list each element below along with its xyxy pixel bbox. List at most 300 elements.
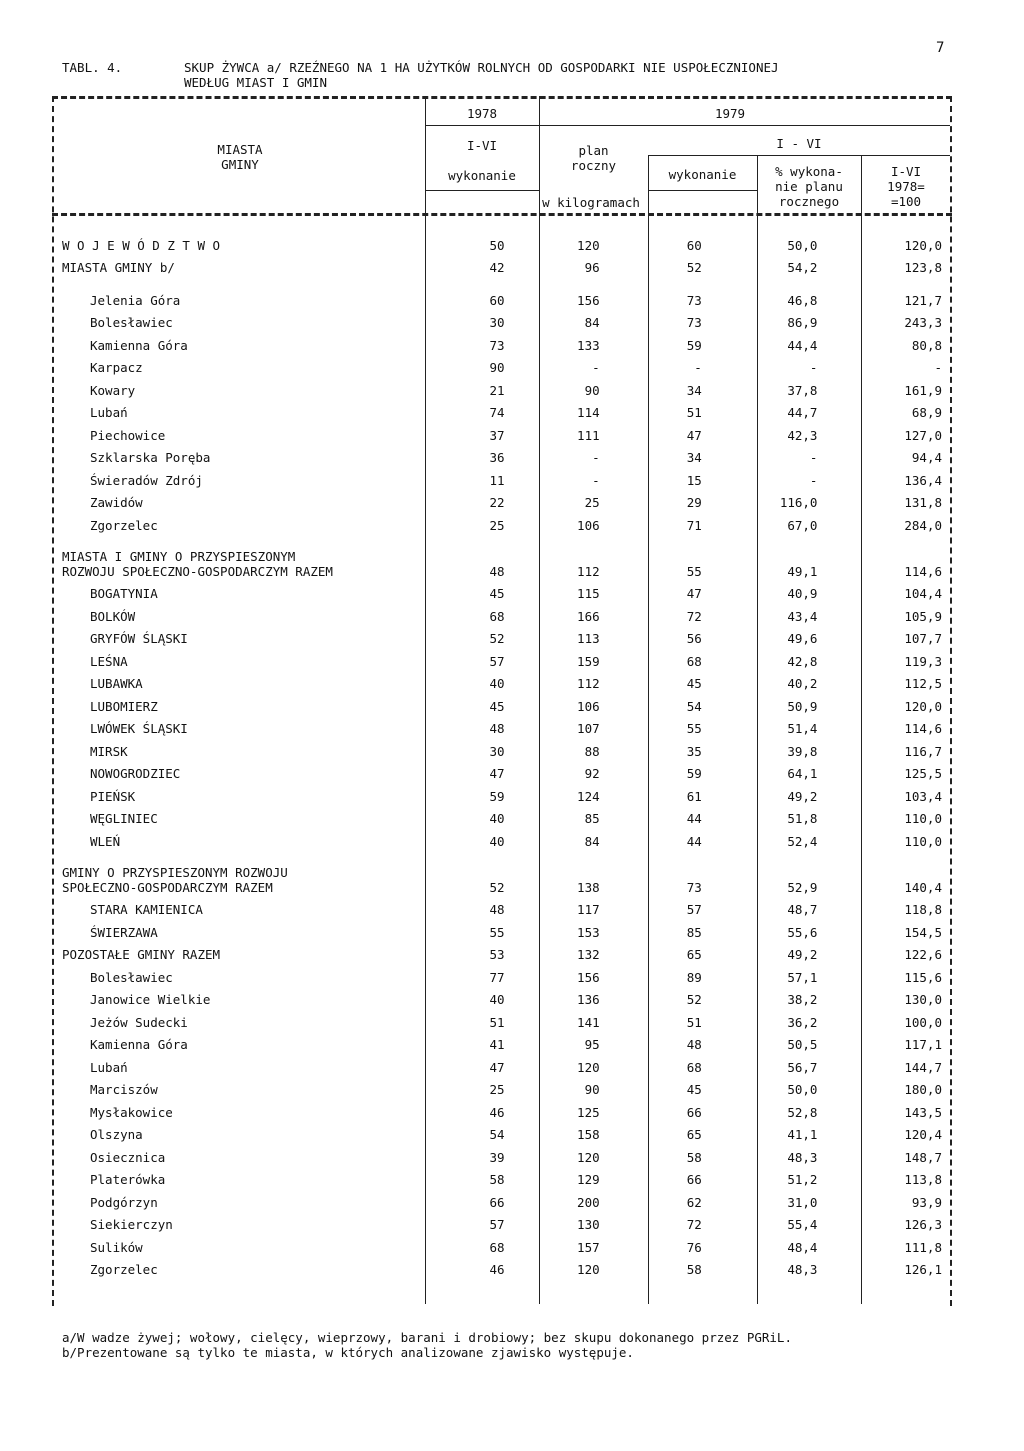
row-value-c4: 50,0 <box>787 237 818 253</box>
row-label: GRYFÓW ŚLĄSKI <box>90 631 188 646</box>
row-value-c3: 68 <box>686 653 702 669</box>
row-value-c2: 111 <box>577 427 600 443</box>
row-value-c1: 48 <box>489 563 505 579</box>
row-value-c2: 153 <box>577 924 600 940</box>
row-value-c4: 54,2 <box>787 260 818 275</box>
row-value-c2: 106 <box>577 517 600 533</box>
row-label: Kamienna Góra <box>90 1037 188 1052</box>
row-value-c5: 127,0 <box>904 427 942 443</box>
row-value-c2: 132 <box>577 947 600 962</box>
row-value-c4: 42,8 <box>787 653 818 669</box>
title-line-2: WEDŁUG MIAST I GMIN <box>184 75 327 90</box>
table-row <box>62 1052 942 1075</box>
table-row <box>62 1232 942 1255</box>
row-value-c4: 51,4 <box>787 721 818 736</box>
table-title <box>184 60 944 90</box>
row-value-c4: 48,3 <box>787 1262 818 1277</box>
row-value-c4: 56,7 <box>787 1059 818 1075</box>
header-wykonanie-1978: wykonanie <box>448 168 516 183</box>
header-plan: plan roczny <box>570 143 617 173</box>
row-value-c5: 180,0 <box>904 1082 942 1097</box>
row-value-c3: 66 <box>686 1104 702 1120</box>
row-label: Zgorzelec <box>90 1262 158 1277</box>
row-value-c2: 133 <box>577 337 600 353</box>
table-row <box>62 895 942 918</box>
row-value-c1: 57 <box>489 1217 505 1232</box>
row-value-c3: 47 <box>686 586 702 601</box>
table-row <box>62 691 942 714</box>
row-value-c5: 143,5 <box>904 1104 942 1120</box>
row-value-c3: 29 <box>686 495 702 510</box>
row-value-c2: 85 <box>584 811 600 826</box>
row-value-c4: 41,1 <box>787 1127 818 1142</box>
row-value-c1: 50 <box>489 237 505 253</box>
row-value-c5: 110,0 <box>904 833 942 849</box>
row-value-c5: 93,9 <box>911 1194 942 1210</box>
row-value-c2: 124 <box>577 788 600 804</box>
row-value-c5: 121,7 <box>904 292 942 308</box>
row-value-c1: 68 <box>489 1239 505 1255</box>
row-label: Kamienna Góra <box>90 337 188 353</box>
row-value-c2: - <box>592 472 600 488</box>
row-value-c2: 112 <box>577 676 600 691</box>
row-value-c3: 56 <box>686 631 702 646</box>
row-value-c3: 54 <box>686 698 702 714</box>
row-label: Janowice Wielkie <box>90 992 211 1007</box>
table-row <box>62 1097 942 1120</box>
table-row <box>62 1007 942 1030</box>
row-value-c1: 42 <box>489 260 505 275</box>
footnote-a: a/W wadze żywej; wołowy, cielęcy, wieprzowy, barani i drobiowy; bez skupu dokonanego przez PGRiL. <box>62 1330 792 1345</box>
row-value-c1: 54 <box>489 1127 505 1142</box>
header-index: I-VI 1978= =100 <box>887 164 925 209</box>
row-value-c4: 52,9 <box>787 879 818 895</box>
row-value-c1: 53 <box>489 947 505 962</box>
row-label: Bolesławiec <box>90 969 173 985</box>
row-value-c5: 130,0 <box>904 992 942 1007</box>
row-value-c4: 36,2 <box>787 1014 818 1030</box>
row-value-c3: 44 <box>686 833 702 849</box>
table-row <box>62 375 942 398</box>
row-value-c2: 120 <box>577 237 600 253</box>
row-value-c5: 105,9 <box>904 608 942 624</box>
row-value-c2: 95 <box>584 1037 600 1052</box>
row-label: MIRSK <box>90 743 128 759</box>
row-value-c1: 25 <box>489 517 505 533</box>
row-value-c1: 48 <box>489 902 505 917</box>
row-value-c4: 116,0 <box>779 495 818 510</box>
row-value-c2: 129 <box>577 1172 600 1187</box>
row-value-c1: 30 <box>489 315 505 330</box>
row-value-c1: 74 <box>489 405 505 420</box>
row-value-c5: 110,0 <box>904 811 942 826</box>
title-line-1: SKUP ŻYWCA a/ RZEŹNEGO NA 1 HA UŻYTKÓW ROLNYCH OD GOSPODARKI NIE USPOŁECZNIONEJ <box>184 60 779 75</box>
row-value-c3: 52 <box>686 992 702 1007</box>
row-value-c1: 36 <box>489 450 505 465</box>
row-value-c5: 114,6 <box>904 563 942 579</box>
row-value-c1: 52 <box>489 879 505 895</box>
row-value-c4: 52,8 <box>787 1104 818 1120</box>
row-value-c4: 50,0 <box>787 1082 818 1097</box>
table-row <box>62 714 942 737</box>
table-row <box>62 859 942 895</box>
row-value-c5: 115,6 <box>904 969 942 985</box>
row-value-c2: 106 <box>577 698 600 714</box>
row-value-c1: 46 <box>489 1104 505 1120</box>
row-value-c1: 57 <box>489 653 505 669</box>
row-value-c5: 140,4 <box>904 879 942 895</box>
row-value-c1: 51 <box>489 1014 505 1030</box>
row-label: MIASTA GMINY b/ <box>62 260 175 275</box>
table-row <box>62 669 942 692</box>
row-value-c3: 71 <box>686 517 702 533</box>
row-value-c5: 107,7 <box>904 631 942 646</box>
row-label: Jeżów Sudecki <box>90 1014 188 1030</box>
table-row <box>62 488 942 511</box>
row-value-c4: 48,7 <box>787 902 818 917</box>
header-wykonanie-1979: wykonanie <box>668 167 737 182</box>
row-value-c2: 156 <box>577 969 600 985</box>
table-row <box>62 985 942 1008</box>
row-value-c5: 94,4 <box>911 450 942 465</box>
table-row <box>62 1142 942 1165</box>
row-value-c3: 76 <box>686 1239 702 1255</box>
table-row <box>62 962 942 985</box>
table-row <box>62 1210 942 1233</box>
row-value-c4: 86,9 <box>787 315 818 330</box>
row-value-c4: 42,3 <box>787 427 818 443</box>
row-label: WĘGLINIEC <box>90 811 158 826</box>
row-value-c1: 22 <box>489 495 505 510</box>
header-i-vi-1978: I-VI <box>466 138 498 153</box>
row-label: NOWOGRODZIEC <box>90 766 181 781</box>
row-value-c1: 47 <box>489 1059 505 1075</box>
footnotes <box>62 1330 792 1360</box>
row-value-c5: 119,3 <box>904 653 942 669</box>
row-value-c5: 114,6 <box>904 721 942 736</box>
row-value-c4: 51,8 <box>787 811 818 826</box>
row-value-c5: - <box>934 360 942 375</box>
row-label: Bolesławiec <box>90 315 173 330</box>
row-value-c3: 45 <box>686 676 702 691</box>
row-value-c5: 126,3 <box>904 1217 942 1232</box>
row-label: Podgórzyn <box>90 1194 158 1210</box>
row-value-c3: 58 <box>686 1262 702 1277</box>
row-value-c5: 122,6 <box>904 947 942 962</box>
row-value-c1: 21 <box>489 382 505 398</box>
page-number: 7 <box>936 40 945 56</box>
table-row <box>62 443 942 466</box>
row-label: LUBOMIERZ <box>90 698 158 714</box>
row-label: STARA KAMIENICA <box>90 902 203 917</box>
table-row <box>62 624 942 647</box>
row-value-c1: 40 <box>489 676 505 691</box>
row-label: BOLKÓW <box>90 608 136 624</box>
table-row <box>62 579 942 602</box>
row-label: Olszyna <box>90 1127 143 1142</box>
row-value-c3: 89 <box>686 969 702 985</box>
row-value-c5: 116,7 <box>904 743 942 759</box>
row-value-c2: 114 <box>577 405 600 420</box>
row-value-c4: 50,9 <box>787 698 818 714</box>
table-row <box>62 1030 942 1053</box>
row-label: Mysłakowice <box>90 1104 173 1120</box>
row-value-c5: 284,0 <box>904 517 942 533</box>
row-value-c5: 68,9 <box>911 405 942 420</box>
row-value-c5: 126,1 <box>904 1262 942 1277</box>
row-label: Karpacz <box>90 360 143 375</box>
row-value-c5: 120,0 <box>904 698 942 714</box>
header-bottom-rule <box>52 213 952 216</box>
row-label: PIEŃSK <box>90 788 136 804</box>
row-value-c3: 73 <box>686 292 702 308</box>
row-label: Marciszów <box>90 1082 158 1097</box>
row-label: Osiecznica <box>90 1149 166 1165</box>
row-value-c2: 25 <box>584 495 600 510</box>
row-value-c1: 40 <box>489 811 505 826</box>
row-value-c2: 138 <box>577 879 600 895</box>
row-value-c3: 58 <box>686 1149 702 1165</box>
row-value-c1: 39 <box>489 1149 505 1165</box>
row-label: W O J E W Ó D Z T W O <box>62 237 221 253</box>
row-value-c4: 57,1 <box>787 969 818 985</box>
row-value-c2: - <box>592 360 600 375</box>
row-value-c1: 25 <box>489 1082 505 1097</box>
row-value-c1: 40 <box>489 833 505 849</box>
row-value-c4: 49,2 <box>787 947 818 962</box>
row-value-c1: 77 <box>489 969 505 985</box>
row-value-c2: 200 <box>577 1194 600 1210</box>
row-value-c5: 104,4 <box>904 586 942 601</box>
row-value-c3: 34 <box>686 382 702 398</box>
row-value-c2: 120 <box>577 1262 600 1277</box>
row-label: Siekierczyn <box>90 1217 173 1232</box>
row-label: Kowary <box>90 382 136 398</box>
row-label: Zawidów <box>90 495 143 510</box>
row-value-c4: 40,9 <box>787 586 818 601</box>
table-row <box>62 353 942 376</box>
row-value-c3: 73 <box>686 315 702 330</box>
table-row <box>62 736 942 759</box>
row-value-c3: 51 <box>686 1014 702 1030</box>
row-label: Świeradów Zdrój <box>90 472 203 488</box>
row-label: WLEŃ <box>90 833 121 849</box>
row-value-c2: 166 <box>577 608 600 624</box>
row-label: Sulików <box>90 1239 143 1255</box>
row-value-c3: 34 <box>686 450 702 465</box>
row-value-c4: 50,5 <box>787 1037 818 1052</box>
row-value-c3: 15 <box>686 472 702 488</box>
row-value-c1: 55 <box>489 924 505 940</box>
spacer-row <box>62 275 942 285</box>
row-label: Platerówka <box>90 1172 166 1187</box>
row-value-c4: - <box>809 450 818 465</box>
row-value-c2: 112 <box>577 563 600 579</box>
table-row <box>62 308 942 331</box>
row-value-c3: - <box>694 360 702 375</box>
row-value-c4: 37,8 <box>787 382 818 398</box>
row-value-c3: 52 <box>686 260 702 275</box>
table-row <box>62 940 942 963</box>
row-value-c1: 41 <box>489 1037 505 1052</box>
table-row <box>62 759 942 782</box>
row-value-c1: 60 <box>489 292 505 308</box>
row-value-c3: 60 <box>686 237 702 253</box>
row-value-c5: 154,5 <box>904 924 942 940</box>
row-value-c1: 52 <box>489 631 505 646</box>
row-value-c2: 117 <box>577 902 600 917</box>
data-table <box>62 230 942 1277</box>
row-value-c2: 84 <box>584 833 600 849</box>
header-unit: w kilogramach <box>542 195 640 210</box>
row-value-c2: 141 <box>577 1014 600 1030</box>
row-value-c3: 51 <box>686 405 702 420</box>
row-value-c4: 64,1 <box>787 766 818 781</box>
spacer-row <box>62 533 942 543</box>
row-label: LEŚNA <box>90 653 128 669</box>
row-value-c2: 136 <box>577 992 600 1007</box>
row-value-c1: 40 <box>489 992 505 1007</box>
table-row <box>62 465 942 488</box>
header-year-1979: 1979 <box>714 106 746 121</box>
row-value-c4: 43,4 <box>787 608 818 624</box>
row-value-c1: 48 <box>489 721 505 736</box>
row-value-c5: 125,5 <box>904 766 942 781</box>
row-value-c2: 84 <box>584 315 600 330</box>
row-value-c5: 100,0 <box>904 1014 942 1030</box>
row-value-c2: 130 <box>577 1217 600 1232</box>
row-value-c1: 66 <box>489 1194 505 1210</box>
table-row <box>62 230 942 253</box>
row-value-c4: 31,0 <box>787 1194 818 1210</box>
row-label: ŚWIERZAWA <box>90 924 158 940</box>
table-row <box>62 601 942 624</box>
row-value-c4: 52,4 <box>787 833 818 849</box>
row-value-c2: 113 <box>577 631 600 646</box>
row-label: Zgorzelec <box>90 517 158 533</box>
row-value-c5: 120,4 <box>904 1127 942 1142</box>
row-value-c4: 39,8 <box>787 743 818 759</box>
footnote-b: b/Prezentowane są tylko te miasta, w których analizowane zjawisko występuje. <box>62 1345 634 1360</box>
row-value-c1: 45 <box>489 586 505 601</box>
row-label: POZOSTAŁE GMINY RAZEM <box>62 947 221 962</box>
row-value-c2: 159 <box>577 653 600 669</box>
row-value-c1: 73 <box>489 337 505 353</box>
row-value-c4: - <box>809 472 818 488</box>
header-year-1978: 1978 <box>466 106 498 121</box>
row-value-c4: 49,6 <box>787 631 818 646</box>
row-value-c5: 148,7 <box>904 1149 942 1165</box>
row-value-c2: 92 <box>584 766 600 781</box>
row-value-c5: 161,9 <box>904 382 942 398</box>
row-label: Lubań <box>90 405 128 420</box>
row-value-c3: 35 <box>686 743 702 759</box>
row-value-c2: 107 <box>577 721 600 736</box>
row-value-c2: 115 <box>577 586 600 601</box>
row-value-c1: 45 <box>489 698 505 714</box>
row-value-c3: 66 <box>686 1172 702 1187</box>
row-value-c4: 38,2 <box>787 992 818 1007</box>
row-value-c4: 44,7 <box>787 405 818 420</box>
row-value-c1: 30 <box>489 743 505 759</box>
row-value-c2: 120 <box>577 1149 600 1165</box>
row-value-c4: 49,1 <box>787 563 818 579</box>
row-value-c3: 59 <box>686 337 702 353</box>
table-row <box>62 398 942 421</box>
row-value-c3: 47 <box>686 427 702 443</box>
row-value-c2: 96 <box>584 260 600 275</box>
header-col-name: MIASTA GMINY <box>217 142 263 172</box>
row-value-c4: 49,2 <box>787 788 818 804</box>
row-value-c3: 72 <box>686 1217 702 1232</box>
row-value-c3: 61 <box>686 788 702 804</box>
header-pct-plan: % wykona- nie planu rocznego <box>775 164 843 209</box>
row-value-c3: 48 <box>686 1037 702 1052</box>
row-value-c3: 85 <box>686 924 702 940</box>
row-value-c4: 46,8 <box>787 292 818 308</box>
table-row <box>62 1187 942 1210</box>
row-value-c1: 47 <box>489 766 505 781</box>
row-value-c3: 65 <box>686 947 702 962</box>
row-value-c5: 131,8 <box>904 495 942 510</box>
table-row <box>62 1120 942 1143</box>
row-value-c4: - <box>809 360 818 375</box>
row-value-c3: 73 <box>686 879 702 895</box>
row-value-c5: 112,5 <box>904 676 942 691</box>
row-value-c1: 11 <box>489 472 505 488</box>
table-row <box>62 510 942 533</box>
header-i-vi-1979: I - VI <box>776 136 822 151</box>
row-value-c4: 44,4 <box>787 337 818 353</box>
table-row <box>62 543 942 579</box>
table-row <box>62 646 942 669</box>
row-value-c5: 111,8 <box>904 1239 942 1255</box>
row-value-c2: 120 <box>577 1059 600 1075</box>
row-label: Jelenia Góra <box>90 292 181 308</box>
row-value-c2: 158 <box>577 1127 600 1142</box>
row-value-c2: 157 <box>577 1239 600 1255</box>
row-value-c5: 80,8 <box>911 337 942 353</box>
row-value-c2: 88 <box>584 743 600 759</box>
table-row <box>62 1075 942 1098</box>
row-value-c2: 90 <box>584 382 600 398</box>
table-row <box>62 253 942 276</box>
row-value-c1: 37 <box>489 427 505 443</box>
row-value-c4: 48,4 <box>787 1239 818 1255</box>
row-value-c1: 58 <box>489 1172 505 1187</box>
row-value-c3: 45 <box>686 1082 702 1097</box>
row-value-c4: 67,0 <box>787 517 818 533</box>
row-label: LWÓWEK ŚLĄSKI <box>90 721 188 736</box>
table-row <box>62 420 942 443</box>
row-value-c5: 103,4 <box>904 788 942 804</box>
row-label: MIASTA I GMINY O PRZYSPIESZONYM ROZWOJU SPOŁECZNO-GOSPODARCZYM RAZEM <box>62 548 333 579</box>
row-value-c3: 55 <box>686 563 702 579</box>
row-label: BOGATYNIA <box>90 586 158 601</box>
row-value-c3: 57 <box>686 902 702 917</box>
table-row <box>62 826 942 849</box>
row-value-c5: 117,1 <box>904 1037 942 1052</box>
row-value-c3: 72 <box>686 608 702 624</box>
row-value-c3: 65 <box>686 1127 702 1142</box>
table-row <box>62 781 942 804</box>
row-value-c1: 90 <box>489 360 505 375</box>
row-value-c1: 68 <box>489 608 505 624</box>
row-value-c5: 243,3 <box>904 315 942 330</box>
row-value-c2: 90 <box>584 1082 600 1097</box>
row-value-c3: 59 <box>686 766 702 781</box>
table-row <box>62 285 942 308</box>
